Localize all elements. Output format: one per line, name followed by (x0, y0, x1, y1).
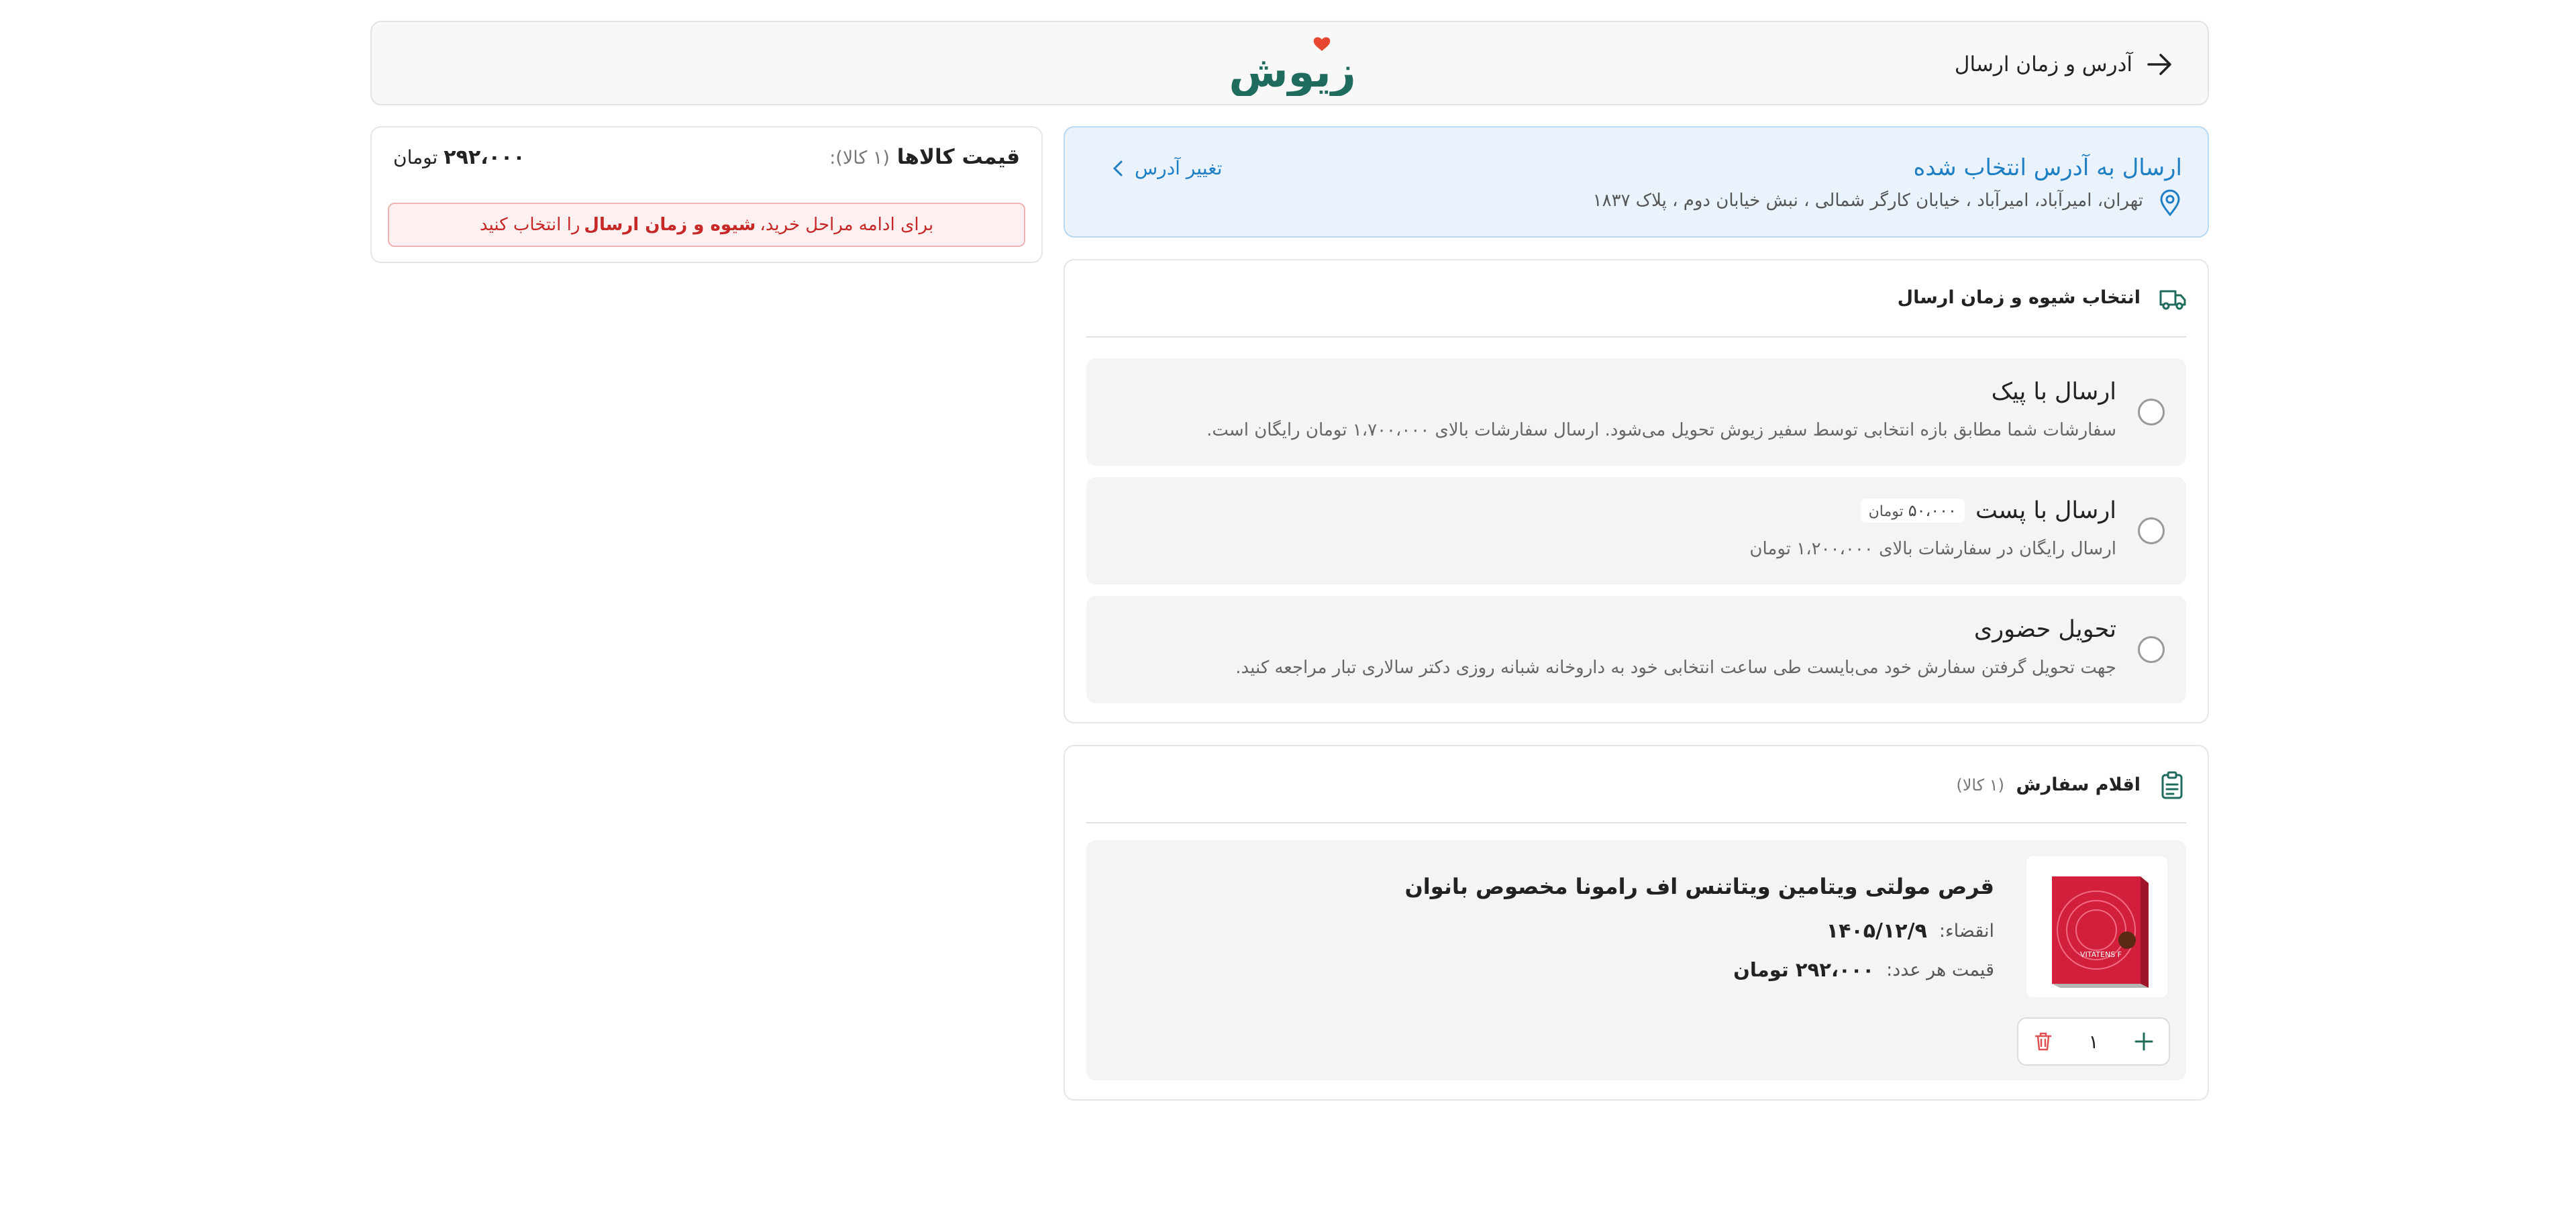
product-image[interactable] (2026, 856, 2167, 997)
chevron-left-icon (1113, 160, 1123, 176)
total-value: ۲۹۲،۰۰۰ (444, 145, 525, 169)
change-address-label: تغییر آدرس (1135, 157, 1223, 179)
option-title: تحویل حضوری (1973, 616, 2116, 643)
expiry-label: انقضاء: (1939, 921, 1994, 942)
option-description: ارسال رایگان در سفارشات بالای ۱،۲۰۰،۰۰۰ تومان (1749, 539, 2116, 559)
option-title: ارسال با پیک (1991, 378, 2116, 405)
section-divider (1086, 336, 2186, 338)
shipping-section-title: انتخاب شیوه و زمان ارسال (1897, 287, 2141, 308)
product-row (1086, 840, 2186, 1080)
items-price-label (829, 145, 1020, 169)
shipping-option-pickup[interactable] (1086, 596, 2186, 703)
order-items-card (1064, 745, 2209, 1101)
brand-logo[interactable] (1227, 34, 1358, 96)
back-button[interactable] (1955, 22, 2173, 107)
items-count: (۱ کالا): (829, 148, 890, 168)
warning-suffix: را انتخاب کنید (479, 215, 580, 235)
radio-pickup[interactable] (2138, 636, 2165, 663)
clipboard-list-icon (2157, 770, 2187, 801)
svg-text:زیوش: زیوش (1229, 48, 1356, 96)
total-unit: تومان (393, 146, 438, 168)
radio-courier[interactable] (2138, 399, 2165, 425)
order-summary (370, 126, 1043, 263)
section-divider (1086, 822, 2186, 823)
shipping-option-post[interactable] (1086, 477, 2186, 585)
items-price-total (393, 146, 525, 169)
trash-icon[interactable] (2033, 1031, 2053, 1052)
post-price-badge: ۵۰،۰۰۰ تومان (1861, 499, 1965, 523)
change-address-button[interactable] (1113, 157, 1223, 179)
svg-text:VITATENS F: VITATENS F (2080, 950, 2122, 959)
delivery-truck-icon (2157, 283, 2187, 314)
arrow-right-icon (2147, 53, 2173, 76)
location-pin-icon (2158, 189, 2182, 216)
items-count: (۱ کالا) (1956, 776, 2005, 795)
shipping-warning (388, 203, 1025, 247)
product-expiry (1826, 919, 1994, 943)
option-description: جهت تحویل گرفتن سفارش خود می‌بایست طی ساعت انتخابی خود به داروخانه شبانه روزی دکتر سالاری تبار مراجعه کنید. (1235, 658, 2116, 678)
address-title: ارسال به آدرس انتخاب شده (1913, 154, 2182, 181)
page-header (370, 21, 2209, 105)
shipping-option-courier[interactable] (1086, 358, 2186, 466)
address-text: تهران، امیرآباد، امیرآباد ، خیابان کارگر شمالی ، نبش خیابان دوم ، پلاک ۱۸۳۷ (1592, 191, 2143, 211)
selected-address-card (1064, 126, 2209, 238)
warning-prefix: برای ادامه مراحل خرید، (760, 215, 934, 235)
quantity-value: ۱ (2088, 1030, 2099, 1053)
summary-row (393, 145, 1020, 169)
quantity-stepper (2017, 1017, 2170, 1066)
warning-bold: شیوه و زمان ارسال (584, 215, 756, 235)
items-title: اقلام سفارش (2016, 774, 2141, 795)
items-price-text: قیمت کالاها (896, 145, 1020, 169)
items-section-title (1956, 774, 2141, 795)
radio-post[interactable] (2138, 517, 2165, 544)
price-value: ۲۹۲،۰۰۰ تومان (1733, 958, 1875, 981)
plus-icon[interactable] (2134, 1031, 2154, 1052)
option-description: سفارشات شما مطابق بازه انتخابی توسط سفیر زیوش تحویل می‌شود. ارسال سفارشات بالای ۱،۷۰۰،۰۰۰ تومان رایگان است. (1206, 420, 2116, 440)
shipping-method-card (1064, 259, 2209, 723)
product-unit-price (1733, 958, 1994, 981)
product-name[interactable]: قرص مولتی ویتامین ویتاتنس اف رامونا مخصوص بانوان (1404, 874, 1994, 899)
price-label: قیمت هر عدد: (1886, 959, 1994, 980)
expiry-value: ۱۴۰۵/۱۲/۹ (1826, 919, 1927, 943)
back-label: آدرس و زمان ارسال (1954, 52, 2132, 77)
option-title: ارسال با پست ۵۰،۰۰۰ تومان (1861, 497, 2116, 524)
